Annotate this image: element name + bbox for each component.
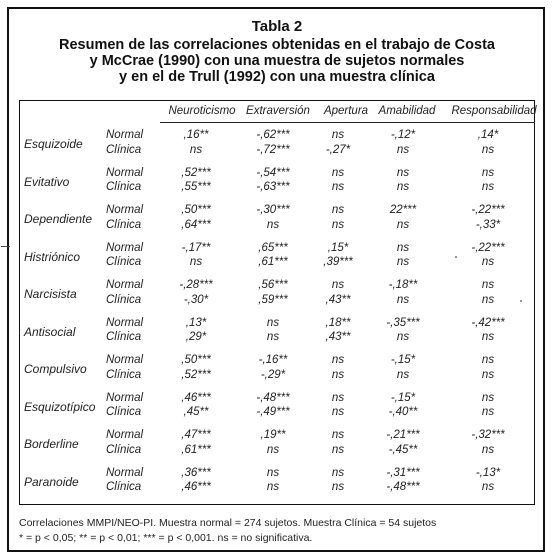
- correlation-cell: ns: [266, 466, 280, 479]
- row-sample-clinica-label: Clínica: [106, 256, 142, 268]
- row-sample-clinica-label: Clínica: [106, 368, 142, 381]
- correlation-cell: -,12*: [390, 129, 416, 141]
- correlation-cell: ,64***: [181, 218, 211, 231]
- table-label: Tabla 2: [251, 18, 303, 35]
- correlation-cell: ns: [481, 143, 495, 156]
- table-title-line-1: Resumen de las correlaciones obtenidas en el trabajo de Costa: [59, 37, 495, 53]
- correlation-cell: ns: [396, 256, 410, 268]
- column-header-apertura: Apertura: [323, 105, 369, 117]
- correlation-cell: ns: [266, 443, 280, 456]
- row-disorder-label: Compulsivo: [24, 362, 87, 376]
- correlation-cell: ns: [481, 166, 495, 179]
- header-rule: [160, 122, 535, 123]
- row-sample-clinica-label: Clínica: [106, 481, 142, 493]
- correlation-cell: -,72***: [256, 143, 290, 156]
- correlation-cell: -,30***: [256, 204, 290, 216]
- correlation-cell: ns: [396, 166, 410, 179]
- correlation-cell: ns: [331, 181, 345, 193]
- row-disorder-label: Esquizotípico: [24, 399, 96, 414]
- correlation-cell: ,15*: [327, 241, 349, 254]
- correlation-cell: ns: [331, 443, 345, 456]
- correlation-cell: ,43**: [325, 293, 351, 306]
- row-sample-clinica-label: Clínica: [106, 293, 142, 306]
- correlation-cell: ,14*: [477, 129, 499, 141]
- correlation-cell: ,29*: [185, 331, 207, 343]
- correlation-cell: ,39***: [323, 256, 353, 268]
- margin-mark: [1, 246, 10, 247]
- correlation-cell: ,50***: [181, 204, 211, 216]
- row-sample-clinica-label: Clínica: [106, 181, 142, 193]
- row-sample-normal-label: Normal: [106, 166, 144, 179]
- correlation-cell: ,61***: [181, 443, 211, 456]
- correlation-cell: -,62***: [256, 129, 290, 141]
- correlation-cell: ,46***: [181, 481, 211, 493]
- scan-speck: [520, 300, 522, 302]
- correlation-cell: ns: [331, 354, 345, 366]
- correlation-cell: -,30*: [183, 293, 209, 306]
- row-disorder-label: Borderline: [24, 437, 79, 451]
- row-sample-clinica-label: Clínica: [106, 443, 142, 456]
- row-sample-normal-label: Normal: [106, 241, 144, 254]
- row-sample-clinica-label: Clínica: [106, 406, 142, 418]
- row-sample-normal-label: Normal: [106, 279, 144, 291]
- correlation-cell: ,55***: [181, 181, 211, 193]
- row-disorder-label: Paranoide: [24, 474, 79, 489]
- column-header-amabilidad: Amabilidad: [378, 105, 436, 117]
- row-sample-normal-label: Normal: [106, 316, 144, 329]
- correlation-cell: ns: [331, 204, 345, 216]
- correlation-cell: ns: [481, 279, 495, 291]
- correlation-cell: ,59***: [258, 293, 288, 306]
- correlation-cell: -,31***: [386, 466, 420, 479]
- correlation-cell: ns: [331, 481, 345, 493]
- correlation-cell: -,54***: [256, 166, 290, 179]
- correlation-cell: ns: [481, 443, 495, 456]
- correlation-cell: ns: [331, 406, 345, 418]
- column-header-neuroticismo: Neuroticismo: [168, 105, 236, 117]
- correlation-cell: -,15*: [390, 391, 416, 404]
- correlation-cell: -,40**: [388, 406, 418, 418]
- correlation-cell: -,48***: [386, 481, 420, 493]
- correlation-cell: ns: [331, 391, 345, 404]
- correlation-cell: ns: [266, 481, 280, 493]
- correlation-cell: ,18**: [325, 316, 351, 329]
- correlation-cell: ,43**: [325, 331, 351, 343]
- correlation-cell: ns: [481, 354, 495, 366]
- correlation-cell: ns: [481, 391, 495, 404]
- correlation-cell: ns: [331, 166, 345, 179]
- correlation-cell: ns: [396, 293, 410, 306]
- row-disorder-label: Esquizoide: [24, 137, 83, 151]
- row-sample-normal-label: Normal: [106, 429, 144, 441]
- correlation-cell: ns: [396, 241, 410, 254]
- table-note-samples: Correlaciones MMPI/NEO-PI. Muestra normal = 274 sujetos. Muestra Clínica = 54 sujetos: [19, 517, 437, 529]
- correlation-cell: -,22***: [471, 241, 505, 254]
- correlation-cell: ns: [396, 368, 410, 381]
- correlation-cell: ns: [396, 181, 410, 193]
- correlation-cell: ns: [331, 218, 345, 231]
- correlation-cell: -,42***: [471, 316, 505, 329]
- correlation-cell: -,22***: [471, 204, 505, 216]
- column-header-responsabilidad: Responsabilidad: [451, 105, 537, 117]
- correlation-cell: ns: [266, 316, 280, 329]
- correlation-cell: ns: [481, 406, 495, 418]
- correlation-cell: ns: [481, 181, 495, 193]
- correlation-cell: -,17**: [181, 241, 211, 254]
- correlation-cell: -,45**: [388, 443, 418, 456]
- correlation-cell: ,50***: [181, 354, 211, 366]
- correlation-cell: ns: [481, 293, 495, 306]
- correlation-cell: ,56***: [258, 279, 288, 291]
- correlation-cell: ,45**: [183, 406, 209, 418]
- correlation-cell: -,49***: [256, 406, 290, 418]
- correlation-cell: ns: [396, 218, 410, 231]
- correlation-cell: -,13*: [475, 466, 501, 479]
- correlation-cell: -,21***: [386, 429, 420, 441]
- correlation-cell: ,13*: [185, 316, 207, 329]
- correlation-cell: ,46***: [181, 391, 211, 404]
- row-disorder-label: Antisocial: [24, 324, 76, 339]
- correlation-cell: -,28***: [179, 279, 213, 291]
- row-disorder-label: Narcisista: [24, 287, 77, 301]
- correlation-cell: ns: [331, 429, 345, 441]
- correlation-cell: 22***: [389, 204, 417, 216]
- correlation-cell: -,16**: [258, 354, 288, 366]
- table-title-line-2: y McCrae (1990) con una muestra de sujetos normales: [89, 53, 465, 69]
- correlation-cell: -,18**: [388, 279, 418, 291]
- correlation-cell: ,61***: [258, 256, 288, 268]
- correlation-cell: ns: [266, 331, 280, 343]
- row-sample-normal-label: Normal: [106, 354, 144, 366]
- correlation-cell: ,52***: [181, 166, 211, 179]
- table-title-line-3: y en el de Trull (1992) con una muestra clínica: [119, 69, 435, 85]
- row-disorder-label: Evitativo: [24, 174, 70, 189]
- correlation-cell: -,27*: [325, 143, 351, 156]
- correlation-cell: ns: [331, 129, 345, 141]
- correlation-cell: -,63***: [256, 181, 290, 193]
- correlation-cell: ns: [331, 279, 345, 291]
- correlation-cell: -,33*: [475, 218, 501, 231]
- row-sample-normal-label: Normal: [106, 391, 144, 404]
- correlation-cell: ns: [189, 256, 203, 268]
- row-sample-normal-label: Normal: [106, 129, 144, 141]
- correlation-cell: ns: [481, 368, 495, 381]
- correlation-cell: ns: [481, 331, 495, 343]
- row-sample-clinica-label: Clínica: [106, 143, 142, 156]
- correlation-cell: ,16**: [183, 129, 209, 141]
- correlation-cell: -,32***: [471, 429, 505, 441]
- correlation-cell: ,19**: [260, 429, 286, 441]
- correlation-cell: -,29*: [260, 368, 286, 381]
- correlation-cell: ns: [266, 218, 280, 231]
- correlation-cell: ns: [331, 466, 345, 479]
- row-disorder-label: Dependiente: [24, 212, 93, 226]
- table-note-significance: * = p < 0,05; ** = p < 0,01; *** = p < 0,001. ns = no significativa.: [19, 532, 313, 544]
- correlation-cell: -,35***: [386, 316, 420, 329]
- correlation-cell: ns: [396, 143, 410, 156]
- correlation-cell: ,52***: [181, 368, 211, 381]
- row-sample-normal-label: Normal: [106, 204, 144, 216]
- correlation-cell: ,47***: [181, 429, 211, 441]
- correlation-cell: ns: [481, 481, 495, 493]
- row-sample-normal-label: Normal: [106, 466, 144, 479]
- correlation-cell: ns: [189, 143, 203, 156]
- row-sample-clinica-label: Clínica: [106, 218, 142, 231]
- correlation-cell: ,65***: [258, 241, 288, 254]
- row-disorder-label: Histriónico: [24, 249, 81, 264]
- correlation-cell: -,15*: [390, 354, 416, 366]
- correlation-cell: ,36***: [181, 466, 211, 479]
- correlation-cell: -,48***: [256, 391, 290, 404]
- column-header-extraversion: Extraversión: [246, 105, 310, 117]
- correlation-cell: ns: [396, 331, 410, 343]
- scan-speck: [455, 256, 457, 258]
- correlation-cell: ns: [481, 256, 495, 268]
- row-sample-clinica-label: Clínica: [106, 331, 142, 343]
- correlation-cell: ns: [331, 368, 345, 381]
